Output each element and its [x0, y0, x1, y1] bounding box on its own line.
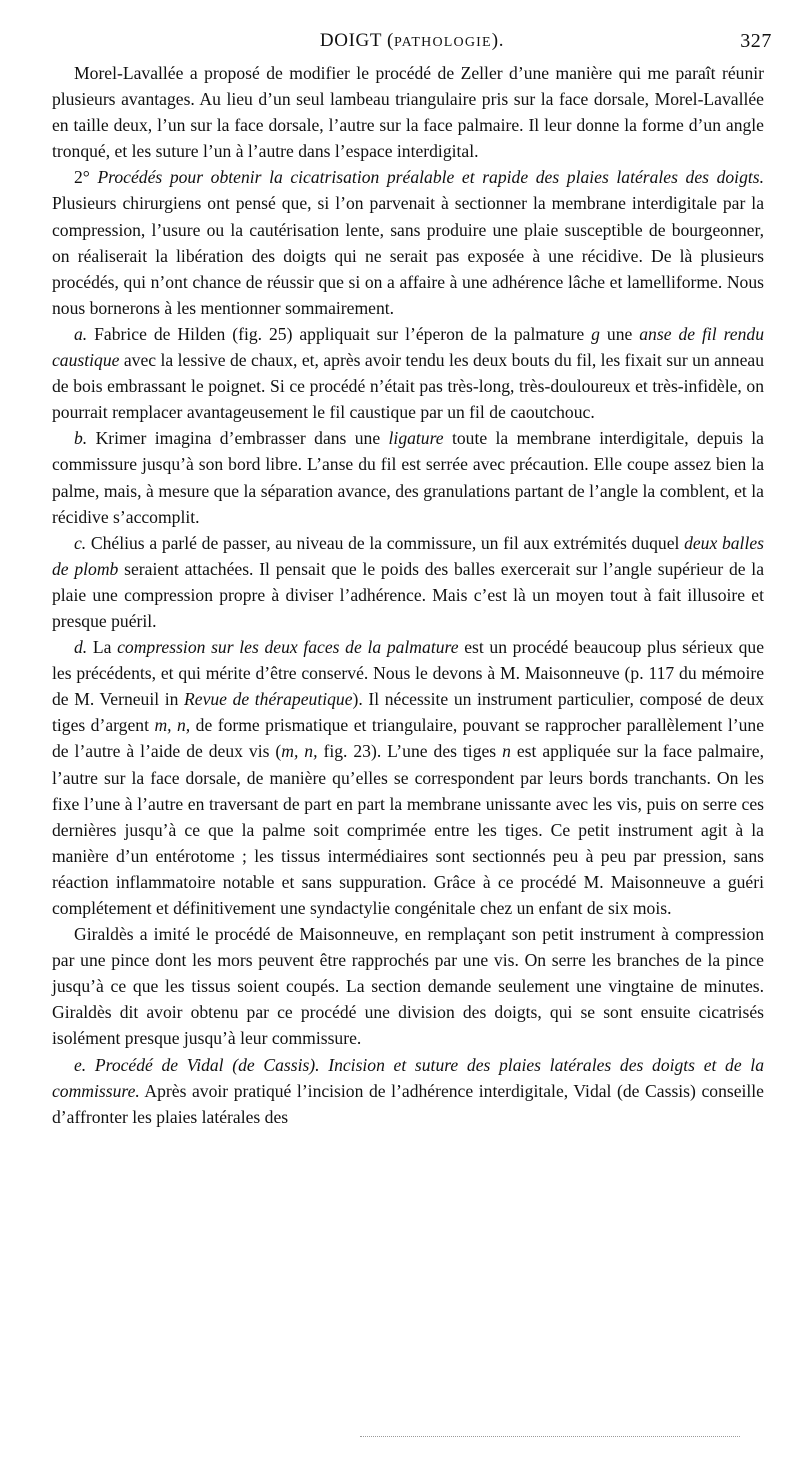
running-header — [52, 30, 772, 56]
paragraph-a: a. Fabrice de Hilden (fig. 25) appliquait sur l’éperon de la palmature g une anse de fil rendu caustique avec la lessive de chaux, et, après avoir tendu les deux bouts du fil, les fixait sur un anneau de bois embrassant le poignet. Si ce procédé n’était pas très-long, très-douloureux et très-infidèle, on pourrait remplacer avantageusement le fil caustique par un fil de caoutchouc. — [52, 323, 764, 423]
body-text — [52, 60, 764, 1130]
list-label: a. — [74, 323, 88, 344]
section-heading: Procédés pour obtenir la cicatrisation préalable et rapide des plaies latérales des doigts. — [97, 167, 765, 188]
list-label: c. — [74, 532, 87, 553]
running-title — [52, 30, 772, 52]
list-label: e. — [74, 1054, 87, 1075]
list-label: b. — [74, 428, 88, 449]
bleed-through-rule — [360, 1436, 740, 1437]
paragraph-c: c. Chélius a parlé de passer, au niveau de la commissure, un fil aux extrémités duquel deux balles de plomb seraient attachées. Il pensait que le poids des balles exercerait sur l’angle supérieur de la plaie une compression propre à diviser l’adhérence. Mais c’est là un moyen tout à fait illusoire et presque puéril. — [52, 532, 764, 631]
running-title-subject: PATHOLOGIE — [393, 35, 492, 50]
page-number: 327 — [740, 30, 772, 52]
paragraph-section-2: 2° Procédés pour obtenir la cicatrisation préalable et rapide des plaies latérales des doigts. Plusieurs chirurgiens ont pensé que, si l’on parvenait à sectionner la membrane interdigitale par la compression, l’usure ou la cautérisation lente, sans produire une plaie susceptible de bourgeonner, on réaliserait la libération des doigts qui ne serait pas exposée à une récidive. De là plusieurs procédés, qui n’ont chance de réussir que si on a affaire à une adhérence lâche et lamelliforme. Nous nous bornerons à les mentionner sommairement. — [52, 167, 765, 318]
running-title-end: ). — [491, 30, 505, 51]
running-title-main: DOIGT ( — [319, 30, 394, 51]
paragraph-giraldes: Giraldès a imité le procédé de Maisonneuve, en remplaçant son petit instrument à compression par une pince dont les mors peuvent être rapprochés par une vis. On serre les branches de la pince jusqu’à ce que les tissus soient coupés. La section demande seulement une vingtaine de minutes. Giraldès dit avoir obtenu par ce procédé une division des doigts, qui se sont ensuite cicatrisés isolément presque jusqu’à leur commissure. — [52, 924, 764, 1049]
paragraph-b: b. Krimer imagina d’embrasser dans une ligature toute la membrane interdigitale, depuis la commissure jusqu’à son bord libre. L’anse du fil est serrée avec précaution. Elle coupe assez bien la palme, mais, à mesure que la séparation avance, des granulations partant de l’angle la comblent, et la récidive s’accomplit. — [52, 428, 764, 527]
list-label: d. — [74, 637, 88, 658]
paragraph-morel-lavallee: Morel-Lavallée a proposé de modifier le procédé de Zeller d’une manière qui me paraît réunir plusieurs avantages. Au lieu d’un seul lambeau triangulaire pris sur la face dorsale, Morel-Lavallée en taille deux, l’un sur la face dorsale, l’autre sur la face palmaire. Il leur donne la forme d’un angle tronqué, et les suture l’un à l’autre dans l’espace interdigital. — [52, 63, 764, 162]
paragraph-e: e. Procédé de Vidal (de Cassis). Incision et suture des plaies latérales des doigts et de la commissure. Après avoir pratiqué l’incision de l’adhérence interdigitale, Vidal (de Cassis) conseille d’affronter les plaies latérales des — [52, 1054, 764, 1127]
paragraph-d: d. La compression sur les deux faces de la palmature est un procédé beaucoup plus sérieux que les précédents, et qui mérite d’être conservé. Nous le devons à M. Maisonneuve (p. 117 du mémoire de M. Verneuil in Revue de thérapeutique). Il nécessite un instrument particulier, composé de deux tiges d’argent m, n, de forme prismatique et triangulaire, pouvant se rapprocher parallèlement l’une de l’autre à l’aide de deux vis (m, n, fig. 23). L’une des tiges n est appliquée sur la face palmaire, l’autre sur la face dorsale, de manière qu’elles se correspondent par leurs bords tranchants. On les fixe l’une à l’autre en traversant de part en part la membrane unissante avec les vis, puis on serre ces dernières jusqu’à ce que la palme soit comprimée entre les tiges. Ce petit instrument agit à la manière d’un entérotome ; les tissus intermédiaires sont sectionnés peu à peu par pression, sans réaction inflammatoire notable et sans suppuration. Grâce à ce procédé M. Maisonneuve a guéri complétement et définitivement une syndactylie congénitale chez un enfant de six mois. — [52, 637, 765, 918]
section-number: 2° — [74, 167, 98, 188]
